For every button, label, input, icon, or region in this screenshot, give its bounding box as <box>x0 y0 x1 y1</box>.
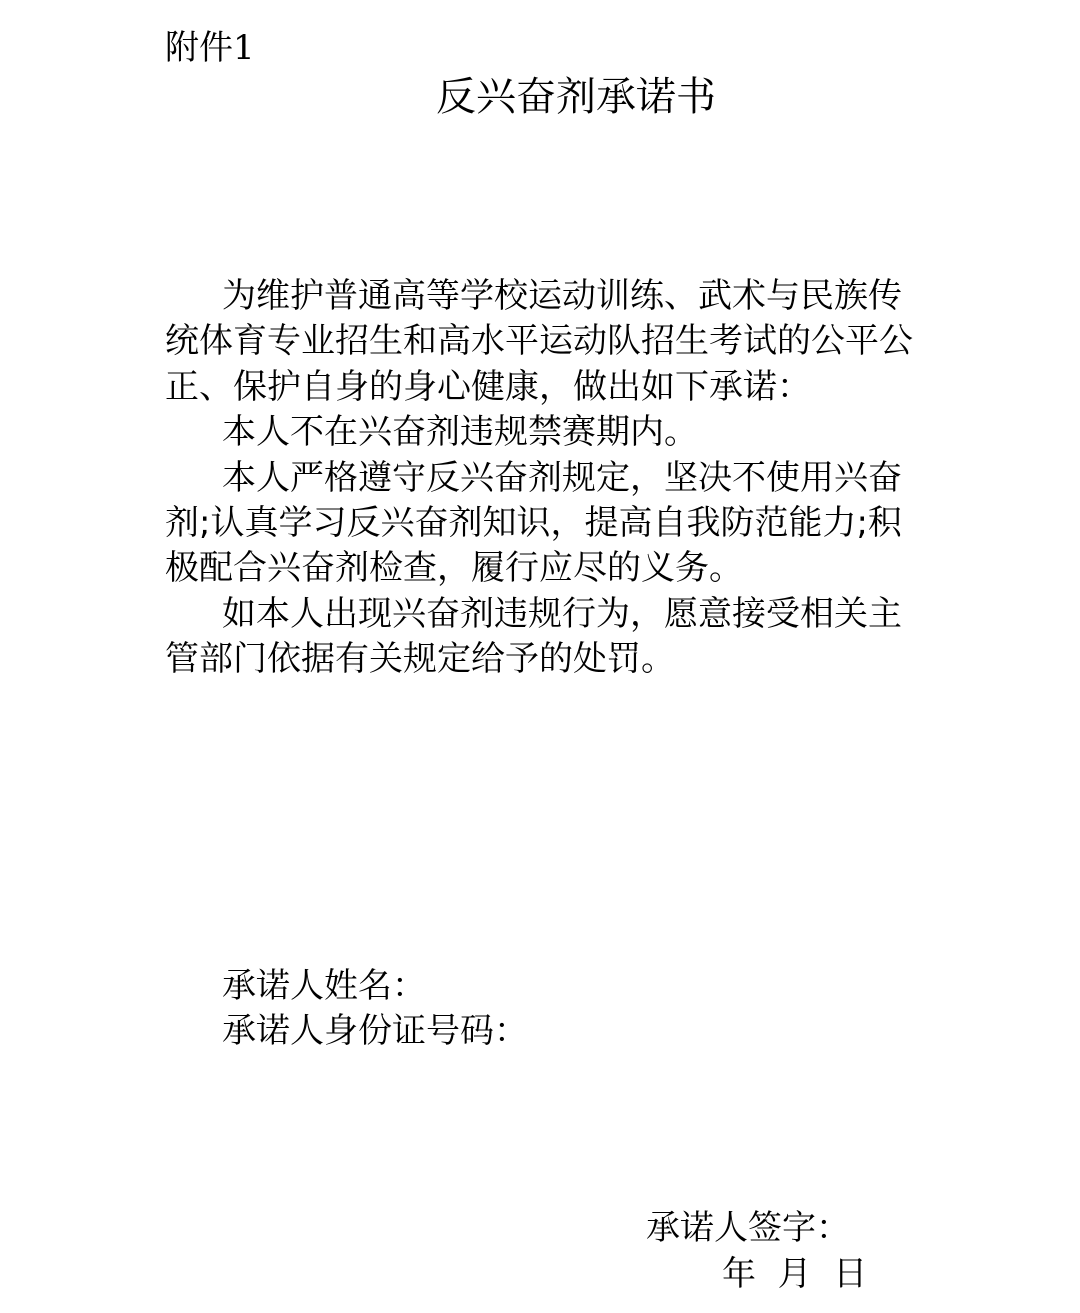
paragraph-intro: 为维护普通高等学校运动训练、武术与民族传统体育专业招生和高水平运动队招生考试的公平公正、保护自身的身心健康，做出如下承诺： <box>165 276 913 407</box>
page-title: 反兴奋剂承诺书 <box>436 74 716 120</box>
pledge-body <box>165 274 925 683</box>
date-line: 年 月 日 <box>722 1254 868 1294</box>
paragraph-penalty: 如本人出现兴奋剂违规行为，愿意接受相关主管部门依据有关规定给予的处罚。 <box>165 593 902 680</box>
signer-name-label: 承诺人姓名： <box>222 966 426 1006</box>
paragraph-no-ban: 本人不在兴奋剂违规禁赛期内。 <box>222 412 698 453</box>
signature-label: 承诺人签字： <box>646 1208 850 1248</box>
attachment-label: 附件1 <box>165 28 255 68</box>
paragraph-compliance: 本人严格遵守反兴奋剂规定，坚决不使用兴奋剂;认真学习反兴奋剂知识，提高自我防范能力;积极配合兴奋剂检查，履行应尽的义务。 <box>165 457 902 589</box>
signer-id-label: 承诺人身份证号码： <box>222 1011 528 1051</box>
